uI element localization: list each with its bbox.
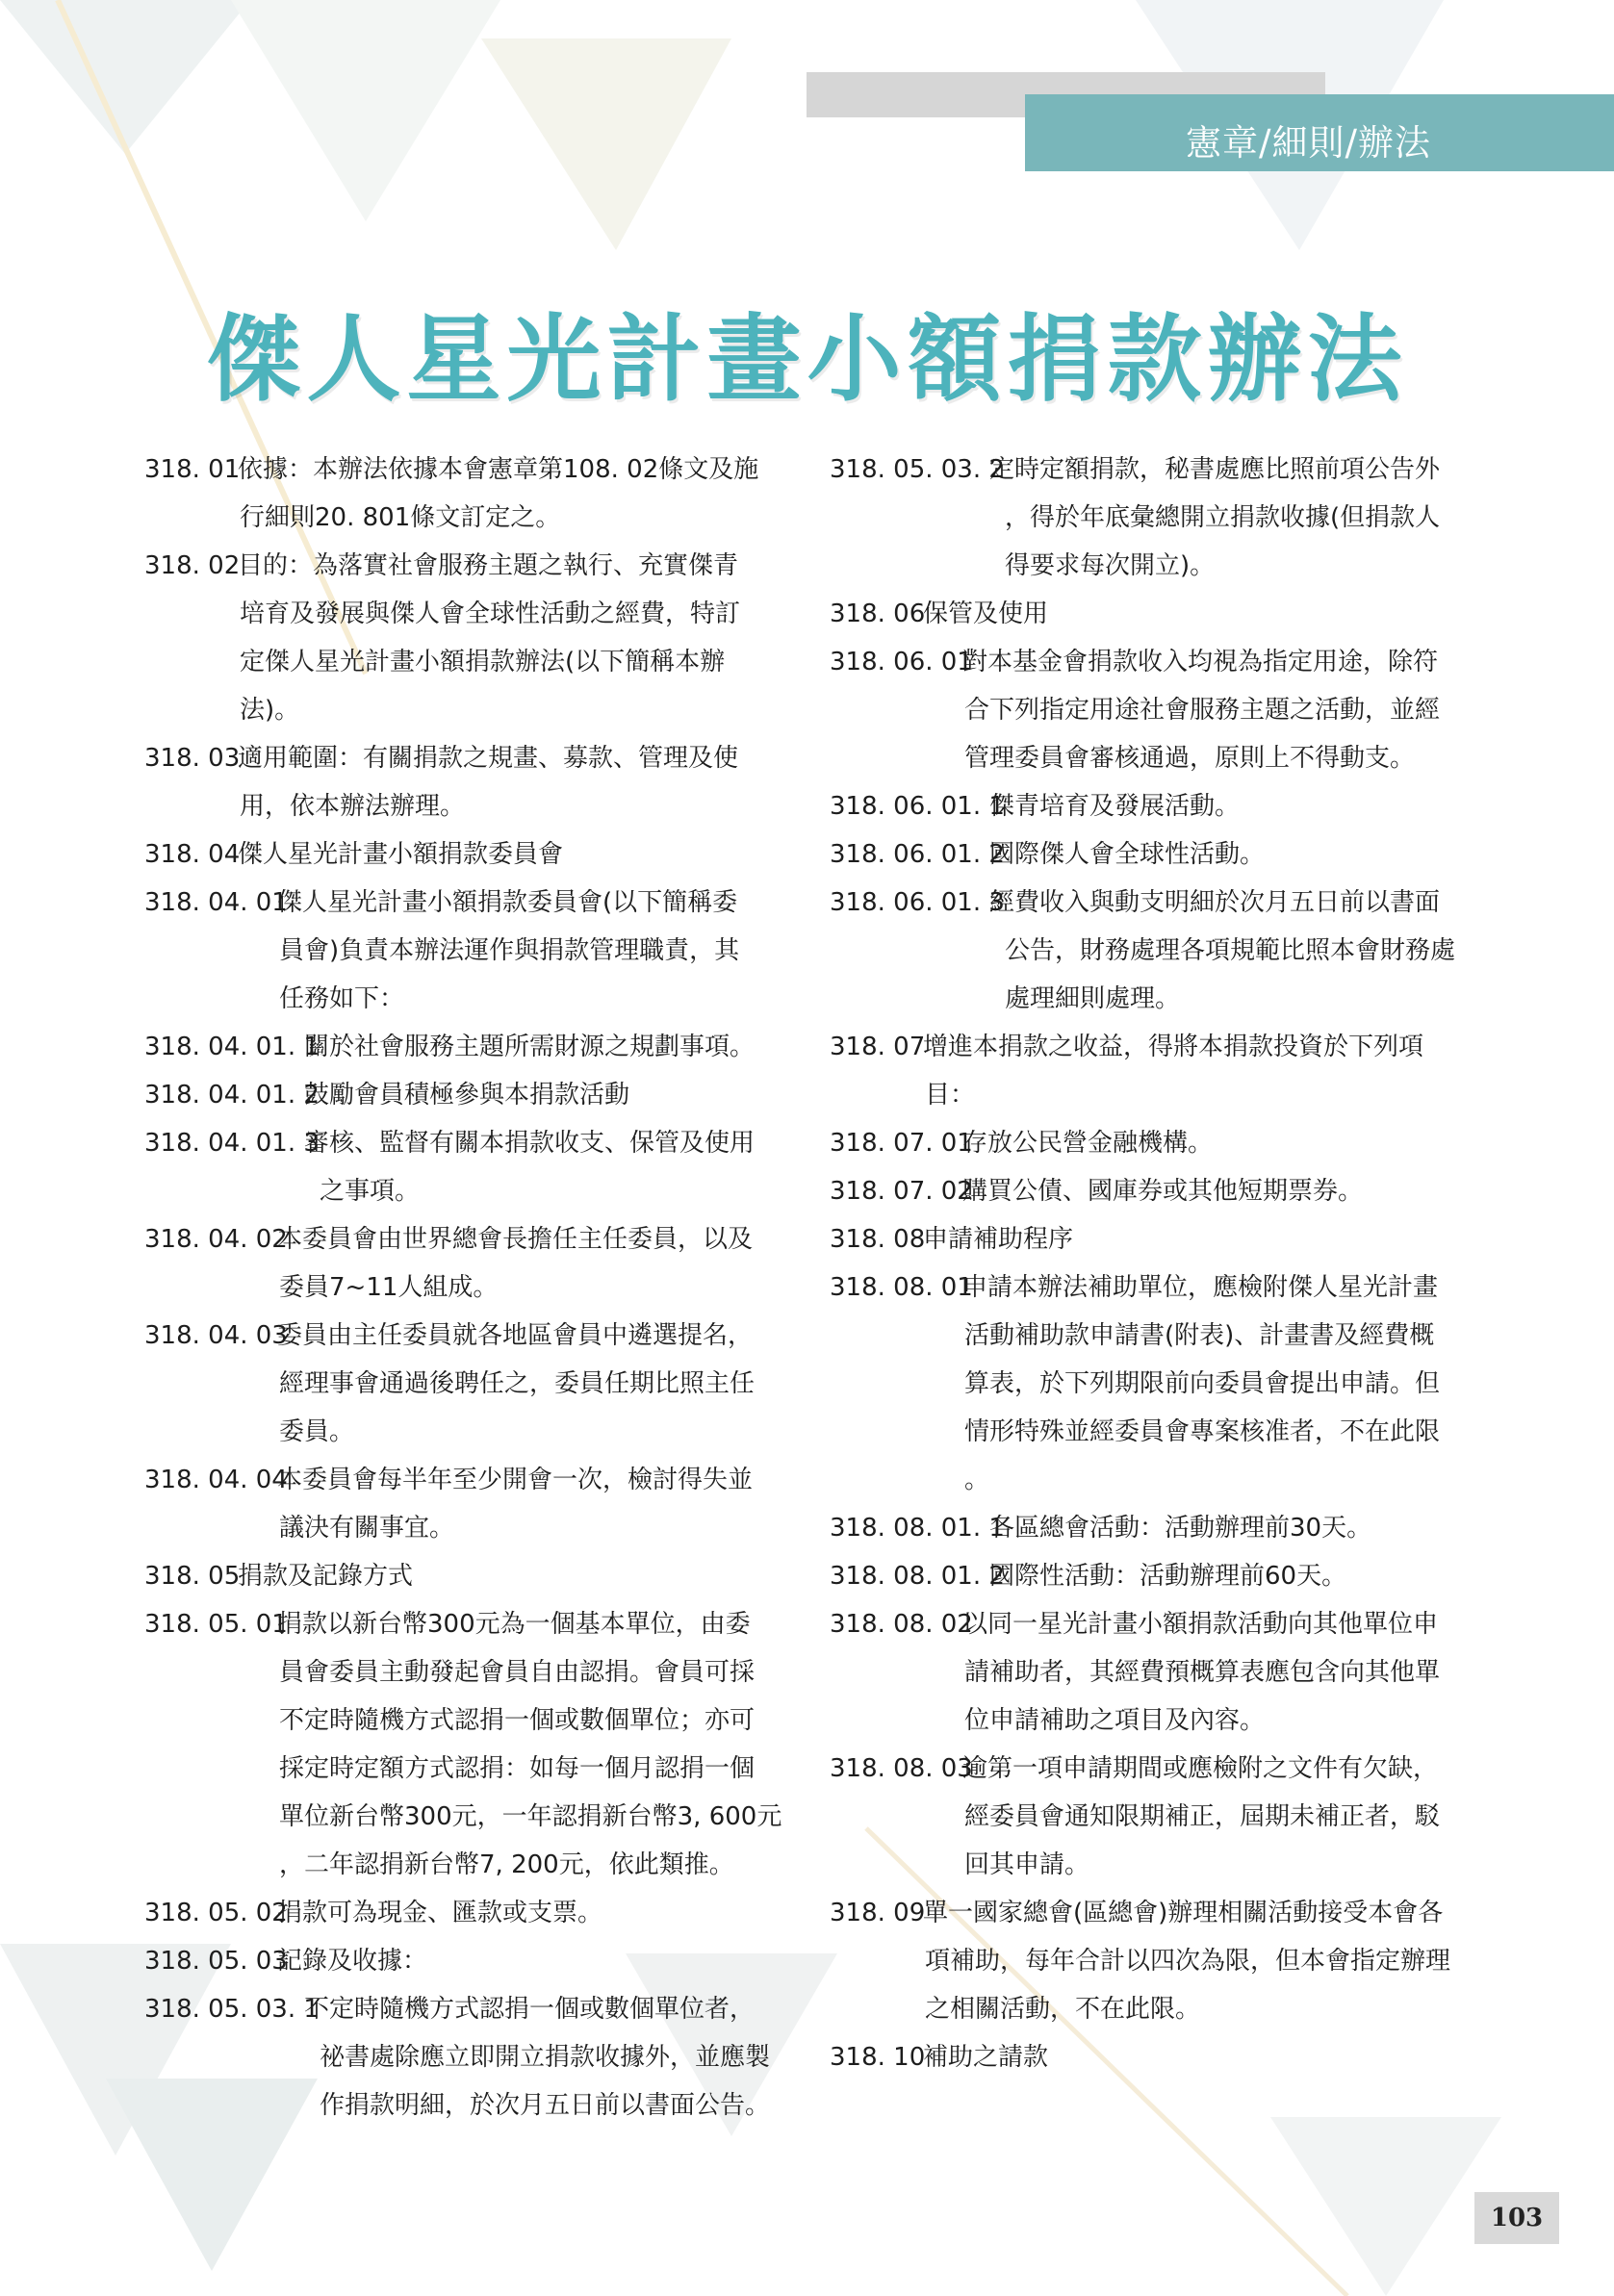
article-text: 回其申請。 bbox=[964, 1850, 1090, 1879]
article-continuation-line bbox=[144, 927, 799, 975]
article-number: 318. 05. 03. 2 bbox=[830, 455, 1005, 484]
article-item bbox=[144, 1937, 799, 1985]
article-continuation-line bbox=[144, 1648, 799, 1696]
article-item bbox=[830, 782, 1484, 830]
article-continuation-line bbox=[144, 1408, 799, 1456]
article-text: 採定時定額方式認捐：如每一個月認捐一個 bbox=[279, 1754, 756, 1783]
article-continuation-line bbox=[830, 734, 1484, 782]
article-text: 議決有關事宜。 bbox=[279, 1514, 455, 1543]
article-continuation-line bbox=[830, 686, 1484, 734]
article-continuation-line bbox=[830, 542, 1484, 590]
right-column bbox=[830, 446, 1484, 2081]
article-continuation-line bbox=[830, 1696, 1484, 1745]
article-number: 318. 02 bbox=[144, 551, 241, 580]
article-text: 委員。 bbox=[279, 1417, 355, 1446]
article-continuation-line bbox=[144, 2081, 799, 2130]
article-text: 法)。 bbox=[240, 696, 300, 725]
article-number: 318. 06. 01 bbox=[830, 648, 973, 676]
article-item bbox=[830, 1167, 1484, 1215]
article-continuation-line bbox=[830, 1456, 1484, 1504]
article-text: 算表，於下列期限前向委員會提出申請。但 bbox=[964, 1369, 1441, 1398]
article-text: 員會委員主動發起會員自由認捐。會員可採 bbox=[279, 1658, 756, 1687]
article-continuation-line bbox=[144, 1745, 799, 1793]
article-text: 國際傑人會全球性活動。 bbox=[989, 840, 1266, 869]
article-text: 捐款及記錄方式 bbox=[238, 1562, 414, 1591]
article-item bbox=[830, 590, 1484, 638]
article-continuation-line bbox=[144, 1504, 799, 1552]
article-continuation-line bbox=[144, 1263, 799, 1312]
article-text: 經理事會通過後聘任之，委員任期比照主任 bbox=[279, 1369, 756, 1398]
article-number: 318. 08 bbox=[830, 1225, 926, 1254]
article-item bbox=[144, 734, 799, 782]
left-column bbox=[144, 446, 799, 2130]
article-continuation-line bbox=[830, 1312, 1484, 1360]
article-text: 逾第一項申請期間或應檢附之文件有欠缺， bbox=[962, 1754, 1439, 1783]
article-text: 培育及發展與傑人會全球性活動之經費，特訂 bbox=[240, 600, 741, 628]
article-continuation-line bbox=[830, 1408, 1484, 1456]
article-item bbox=[830, 1263, 1484, 1312]
article-text: 之相關活動，不在此限。 bbox=[925, 1995, 1201, 2024]
article-text: 傑人星光計畫小額捐款委員會(以下簡稱委 bbox=[277, 888, 738, 917]
article-item bbox=[144, 1552, 799, 1600]
article-text: 單位新台幣300元，一年認捐新台幣3, 600元 bbox=[279, 1802, 782, 1831]
section-label: 憲章/細則/辦法 bbox=[1186, 122, 1431, 164]
article-item bbox=[830, 830, 1484, 879]
article-text: 增進本捐款之收益，得將本捐款投資於下列項 bbox=[923, 1033, 1424, 1061]
article-number: 318. 08. 01 bbox=[830, 1273, 973, 1302]
article-continuation-line bbox=[144, 975, 799, 1023]
article-text: 關於社會服務主題所需財源之規劃事項。 bbox=[304, 1033, 756, 1061]
article-item bbox=[144, 879, 799, 927]
article-number: 318. 08. 03 bbox=[830, 1754, 973, 1783]
article-text: 。 bbox=[964, 1466, 990, 1494]
article-text: 對本基金會捐款收入均視為指定用途，除符 bbox=[962, 648, 1439, 676]
article-continuation-line bbox=[830, 1360, 1484, 1408]
article-text: 情形特殊並經委員會專案核准者，不在此限 bbox=[964, 1417, 1441, 1446]
article-text: 委員由主任委員就各地區會員中遴選提名， bbox=[277, 1321, 754, 1350]
article-continuation-line bbox=[830, 975, 1484, 1023]
article-number: 318. 04. 01. 2 bbox=[144, 1081, 320, 1110]
article-item bbox=[830, 1119, 1484, 1167]
article-text: 單一國家總會(區總會)辦理相關活動接受本會各 bbox=[923, 1899, 1444, 1927]
article-number: 318. 04. 01. 1 bbox=[144, 1033, 320, 1061]
article-item bbox=[830, 1745, 1484, 1793]
article-number: 318. 05. 03 bbox=[144, 1947, 288, 1976]
article-number: 318. 07. 01 bbox=[830, 1129, 973, 1158]
article-text: 定時定額捐款，秘書處應比照前項公告外 bbox=[989, 455, 1441, 484]
article-text: 本委員會由世界總會長擔任主任委員，以及 bbox=[277, 1225, 754, 1254]
article-text: 行細則20. 801條文訂定之。 bbox=[240, 503, 561, 532]
article-item bbox=[830, 1889, 1484, 1937]
article-continuation-line bbox=[144, 1360, 799, 1408]
article-item bbox=[144, 1312, 799, 1360]
article-continuation-line bbox=[144, 1841, 799, 1889]
article-number: 318. 05. 03. 1 bbox=[144, 1995, 320, 2024]
article-text: 保管及使用 bbox=[923, 600, 1049, 628]
article-item bbox=[144, 1600, 799, 1648]
article-continuation-line bbox=[144, 686, 799, 734]
article-text: 員會)負責本辦法運作與捐款管理職責，其 bbox=[279, 936, 740, 965]
article-text: 鼓勵會員積極參與本捐款活動 bbox=[304, 1081, 630, 1110]
article-continuation-line bbox=[830, 494, 1484, 542]
article-item bbox=[830, 2033, 1484, 2081]
article-item bbox=[144, 1889, 799, 1937]
article-text: 各區總會活動：活動辦理前30天。 bbox=[989, 1514, 1372, 1543]
article-number: 318. 06 bbox=[830, 600, 926, 628]
article-item bbox=[830, 1552, 1484, 1600]
article-continuation-line bbox=[144, 1793, 799, 1841]
article-number: 318. 05. 02 bbox=[144, 1899, 288, 1927]
article-text: ，二年認捐新台幣7, 200元，依此類推。 bbox=[279, 1850, 734, 1879]
article-text: 本委員會每半年至少開會一次，檢討得失並 bbox=[277, 1466, 754, 1494]
article-continuation-line bbox=[830, 1985, 1484, 2033]
article-text: 之事項。 bbox=[320, 1177, 421, 1206]
article-item bbox=[144, 1023, 799, 1071]
article-text: 作捐款明細，於次月五日前以書面公告。 bbox=[320, 2091, 771, 2120]
article-continuation-line bbox=[144, 2033, 799, 2081]
article-item bbox=[144, 1456, 799, 1504]
article-item bbox=[830, 879, 1484, 927]
article-item bbox=[144, 446, 799, 494]
article-item bbox=[830, 1600, 1484, 1648]
article-text: 請補助者，其經費預概算表應包含向其他單 bbox=[964, 1658, 1441, 1687]
article-text: 補助之請款 bbox=[923, 2043, 1049, 2072]
article-continuation-line bbox=[830, 1071, 1484, 1119]
article-text: 不定時隨機方式認捐一個或數個單位；亦可 bbox=[279, 1706, 756, 1735]
article-text: ，得於年底彙總開立捐款收據(但捐款人 bbox=[1005, 503, 1441, 532]
article-text: 任務如下： bbox=[279, 984, 405, 1013]
article-text: 經費收入與動支明細於次月五日前以書面 bbox=[989, 888, 1441, 917]
article-continuation-line bbox=[830, 1648, 1484, 1696]
article-text: 捐款可為現金、匯款或支票。 bbox=[277, 1899, 603, 1927]
article-continuation-line bbox=[144, 590, 799, 638]
article-text: 祕書處除應立即開立捐款收據外，並應製 bbox=[320, 2043, 771, 2072]
article-text: 傑人星光計畫小額捐款委員會 bbox=[238, 840, 564, 869]
article-text: 以同一星光計畫小額捐款活動向其他單位申 bbox=[962, 1610, 1439, 1639]
article-text: 捐款以新台幣300元為一個基本單位，由委 bbox=[277, 1610, 751, 1639]
article-item bbox=[144, 1985, 799, 2033]
article-continuation-line bbox=[144, 1696, 799, 1745]
article-number: 318. 04. 01. 3 bbox=[144, 1129, 320, 1158]
article-text: 記錄及收據： bbox=[277, 1947, 428, 1976]
article-text: 公告，財務處理各項規範比照本會財務處 bbox=[1005, 936, 1456, 965]
article-number: 318. 06. 01. 1 bbox=[830, 792, 1005, 821]
article-number: 318. 01 bbox=[144, 455, 241, 484]
article-number: 318. 04. 03 bbox=[144, 1321, 288, 1350]
article-continuation-line bbox=[830, 1793, 1484, 1841]
article-text: 審核、監督有關本捐款收支、保管及使用 bbox=[304, 1129, 756, 1158]
article-number: 318. 10 bbox=[830, 2043, 926, 2072]
article-text: 項補助，每年合計以四次為限，但本會指定辦理 bbox=[925, 1947, 1451, 1976]
article-text: 用，依本辦法辦理。 bbox=[240, 792, 466, 821]
article-text: 處理細則處理。 bbox=[1005, 984, 1181, 1013]
article-item bbox=[144, 542, 799, 590]
article-text: 得要求每次開立)。 bbox=[1005, 551, 1216, 580]
article-number: 318. 06. 01. 2 bbox=[830, 840, 1005, 869]
article-continuation-line bbox=[144, 782, 799, 830]
article-item bbox=[144, 830, 799, 879]
article-item bbox=[830, 638, 1484, 686]
article-continuation-line bbox=[144, 638, 799, 686]
article-text: 經委員會通知限期補正，屆期未補正者，駁 bbox=[964, 1802, 1441, 1831]
article-text: 存放公民營金融機構。 bbox=[962, 1129, 1214, 1158]
article-text: 申請本辦法補助單位，應檢附傑人星光計畫 bbox=[962, 1273, 1439, 1302]
article-text: 購買公債、國庫券或其他短期票券。 bbox=[962, 1177, 1364, 1206]
article-text: 傑青培育及發展活動。 bbox=[989, 792, 1241, 821]
article-number: 318. 04. 04 bbox=[144, 1466, 288, 1494]
article-text: 管理委員會審核通過，原則上不得動支。 bbox=[964, 744, 1416, 773]
article-text: 申請補助程序 bbox=[923, 1225, 1074, 1254]
article-number: 318. 07 bbox=[830, 1033, 926, 1061]
article-text: 適用範圍：有關捐款之規畫、募款、管理及使 bbox=[238, 744, 739, 773]
article-continuation-line bbox=[830, 927, 1484, 975]
article-number: 318. 08. 01. 1 bbox=[830, 1514, 1005, 1543]
article-number: 318. 03 bbox=[144, 744, 241, 773]
article-text: 依據：本辦法依據本會憲章第108. 02條文及施 bbox=[238, 455, 759, 484]
article-item bbox=[144, 1119, 799, 1167]
article-item bbox=[830, 446, 1484, 494]
article-text: 不定時隨機方式認捐一個或數個單位者， bbox=[304, 1995, 756, 2024]
article-item bbox=[830, 1023, 1484, 1071]
article-item bbox=[144, 1071, 799, 1119]
article-number: 318. 05. 01 bbox=[144, 1610, 288, 1639]
article-text: 合下列指定用途社會服務主題之活動，並經 bbox=[964, 696, 1441, 725]
article-number: 318. 06. 01. 3 bbox=[830, 888, 1005, 917]
article-number: 318. 07. 02 bbox=[830, 1177, 973, 1206]
article-number: 318. 04 bbox=[144, 840, 241, 869]
article-number: 318. 09 bbox=[830, 1899, 926, 1927]
article-number: 318. 08. 02 bbox=[830, 1610, 973, 1639]
article-number: 318. 05 bbox=[144, 1562, 241, 1591]
article-text: 定傑人星光計畫小額捐款辦法(以下簡稱本辦 bbox=[240, 648, 726, 676]
page-number: 103 bbox=[1474, 2192, 1559, 2244]
article-text: 目的：為落實社會服務主題之執行、充實傑青 bbox=[238, 551, 739, 580]
document-title: 傑人星光計畫小額捐款辦法 bbox=[206, 305, 1408, 415]
article-item bbox=[830, 1504, 1484, 1552]
article-item bbox=[830, 1215, 1484, 1263]
article-continuation-line bbox=[830, 1841, 1484, 1889]
article-continuation-line bbox=[144, 494, 799, 542]
article-number: 318. 04. 01 bbox=[144, 888, 288, 917]
article-text: 委員7~11人組成。 bbox=[279, 1273, 499, 1302]
article-text: 活動補助款申請書(附表)、計畫書及經費概 bbox=[964, 1321, 1435, 1350]
article-text: 國際性活動：活動辦理前60天。 bbox=[989, 1562, 1347, 1591]
article-number: 318. 04. 02 bbox=[144, 1225, 288, 1254]
article-continuation-line bbox=[144, 1167, 799, 1215]
article-item bbox=[144, 1215, 799, 1263]
article-continuation-line bbox=[830, 1937, 1484, 1985]
article-text: 目： bbox=[925, 1081, 976, 1110]
article-text: 位申請補助之項目及內容。 bbox=[964, 1706, 1266, 1735]
article-number: 318. 08. 01. 2 bbox=[830, 1562, 1005, 1591]
